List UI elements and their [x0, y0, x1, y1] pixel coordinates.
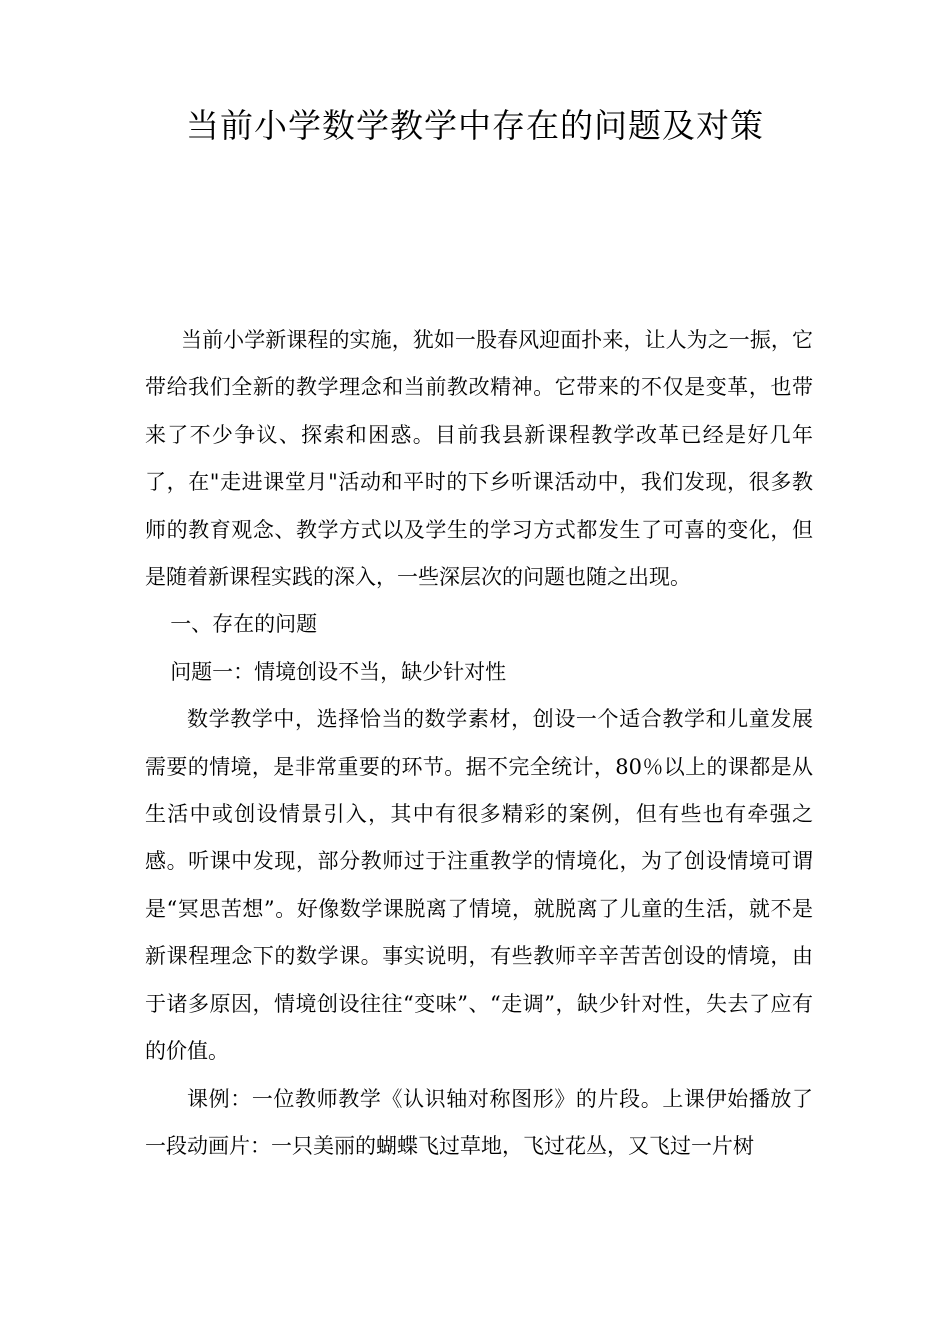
- document-title: 当前小学数学教学中存在的问题及对策: [186, 106, 764, 145]
- intro-paragraph: 当前小学新课程的实施，犹如一股春风迎面扑来，让人为之一振，它带给我们全新的教学理念和当前教改精神。它带来的不仅是变革，也带来了不少争议、探索和困惑。目前我县新课程教学改革已经是好几年了，在"走进课堂月"活动和平时的下乡听课活动中，我们发现，很多教师的教育观念、教学方式以及学生的学习方式都发生了可喜的变化，但是随着新课程实践的深入，一些深层次的问题也随之出现。: [145, 328, 813, 590]
- document-body: [145, 317, 813, 1170]
- section-heading: 一、存在的问题: [170, 612, 318, 637]
- example-paragraph: 课例：一位教师教学《认识轴对称图形》的片段。上课伊始播放了一段动画片：一只美丽的蝴蝶飞过草地，飞过花丛，又飞过一片树: [145, 1086, 813, 1158]
- subsection-heading: 问题一：情境创设不当，缺少针对性: [170, 659, 507, 684]
- body-paragraph: 数学教学中，选择恰当的数学素材，创设一个适合教学和儿童发展需要的情境，是非常重要的环节。据不完全统计，80％以上的课都是从生活中或创设情景引入，其中有很多精彩的案例，但有些也有牵强之感。听课中发现，部分教师过于注重教学的情境化，为了创设情境可谓是“冥思苦想”。好像数学课脱离了情境，就脱离了儿童的生活，就不是新课程理念下的数学课。事实说明，有些教师辛辛苦苦创设的情境，由于诸多原因，情境创设往往“变味”、“走调”，缺少针对性，失去了应有的价值。: [145, 707, 813, 1064]
